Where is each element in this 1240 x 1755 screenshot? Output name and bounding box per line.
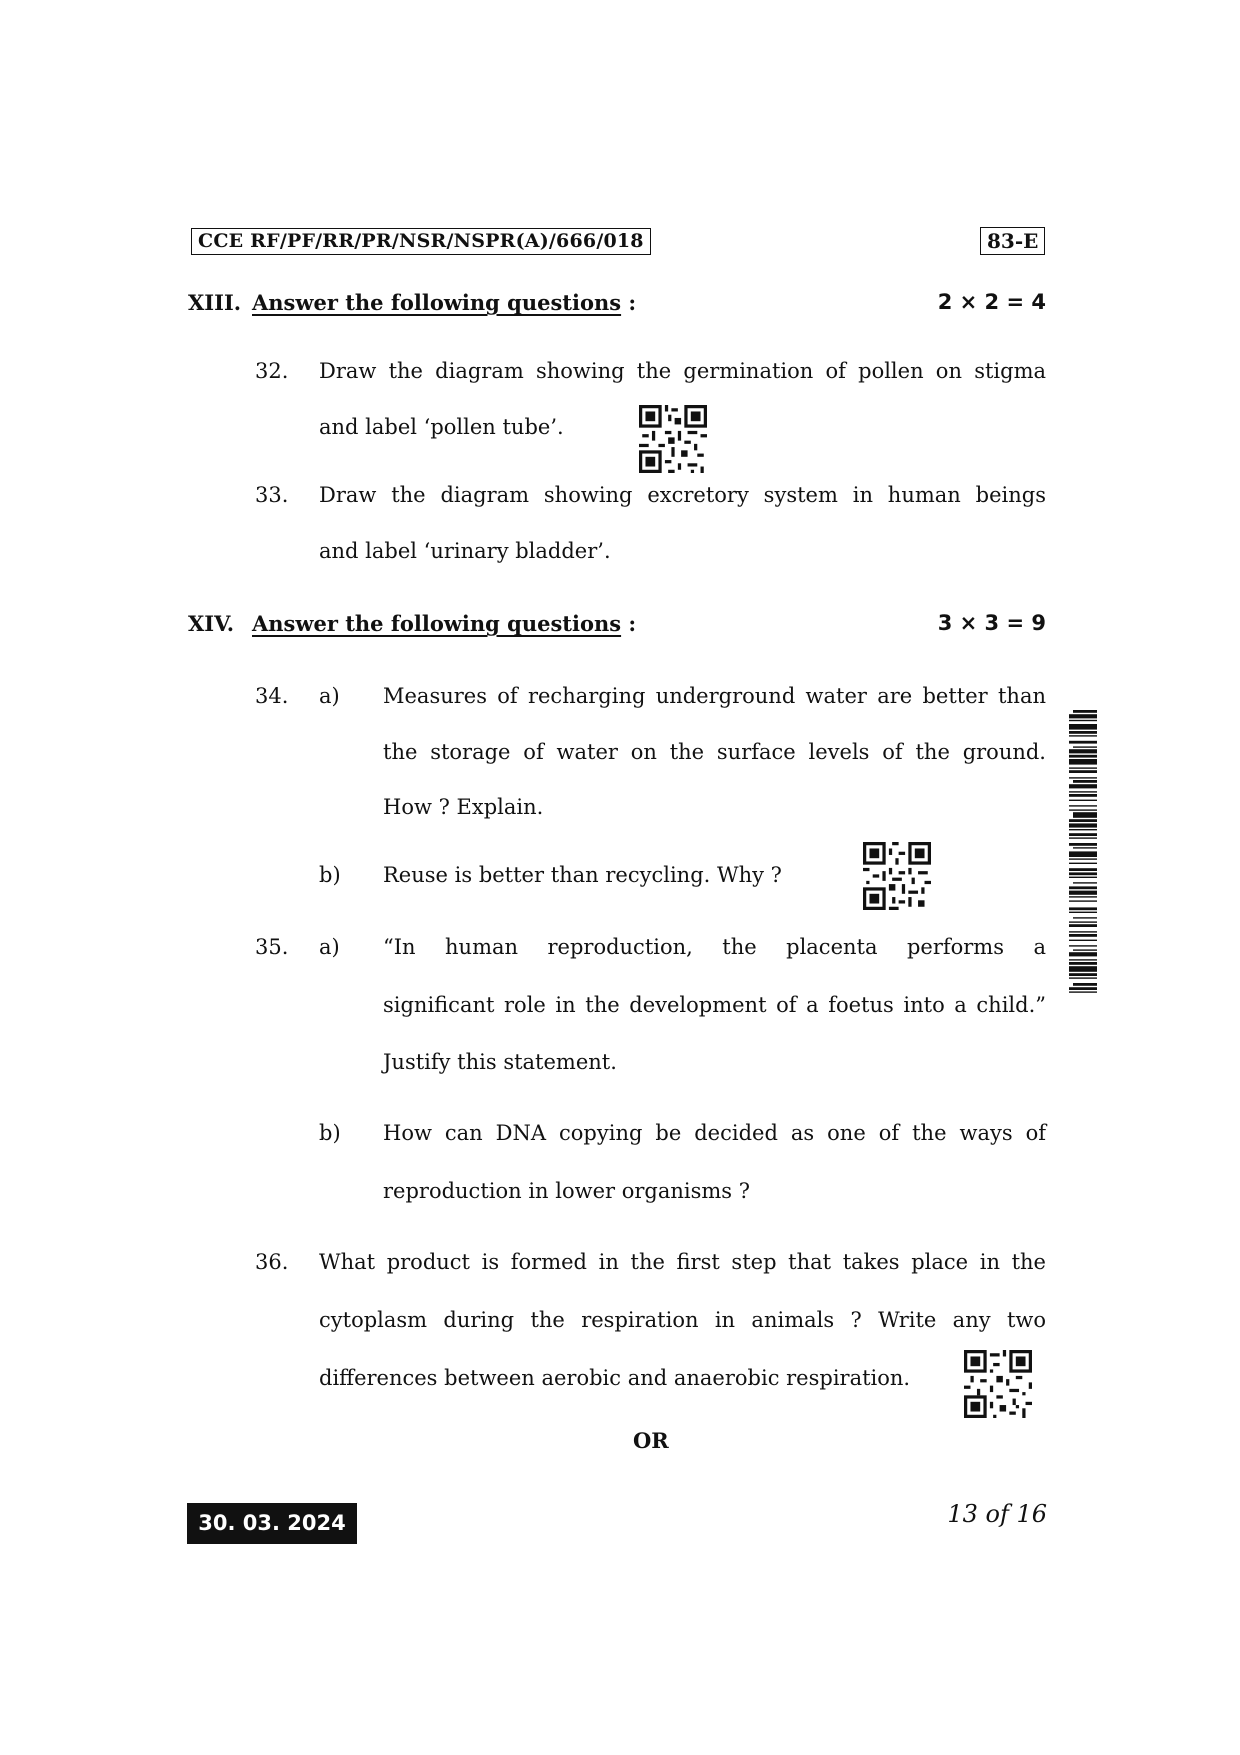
barcode-bar	[1069, 724, 1097, 730]
section-xiv-title	[252, 611, 636, 636]
barcode-bar	[1069, 714, 1097, 718]
barcode-bar	[1069, 858, 1097, 859]
barcode-bar	[1069, 945, 1097, 946]
q35a-line-3: Justify this statement.	[383, 1050, 617, 1074]
barcode-bar	[1069, 731, 1097, 734]
barcode-bar	[1069, 987, 1097, 990]
barcode-bar	[1069, 952, 1097, 956]
barcode-bar	[1069, 863, 1097, 864]
barcode-bar	[1069, 819, 1097, 822]
barcode-bar	[1069, 931, 1097, 932]
qr-code-icon	[862, 842, 932, 910]
section-xiii-colon: :	[628, 290, 637, 315]
barcode-bar	[1073, 949, 1097, 950]
section-xiii-title	[252, 290, 636, 315]
section-xiii-title-text: Answer the following questions	[252, 290, 622, 315]
barcode-bar	[1069, 843, 1097, 846]
subject-code: 83-E	[987, 229, 1039, 253]
barcode-bar	[1069, 749, 1097, 753]
barcode-bar	[1069, 784, 1097, 788]
q32-line-2: and label ‘pollen tube’.	[319, 415, 564, 439]
or-separator: OR	[633, 1428, 669, 1453]
q36-line-1: What product is formed in the first step that takes place in the	[319, 1250, 1046, 1274]
barcode-bar	[1069, 837, 1097, 838]
exam-date: 30. 03. 2024	[187, 1503, 357, 1544]
q34a-line-2: the storage of water on the surface levels of the ground.	[383, 740, 1046, 764]
barcode-bar	[1069, 720, 1097, 721]
qr-code-icon	[963, 1350, 1033, 1418]
section-xiv-title-text: Answer the following questions	[252, 611, 622, 636]
barcode-bar	[1069, 959, 1097, 960]
barcode-bar	[1069, 794, 1097, 797]
q32-number: 32.	[255, 359, 289, 383]
barcode-bar	[1069, 868, 1097, 871]
q35a-line-1: “In human reproduction, the placenta performs a	[383, 935, 1046, 959]
barcode-bar	[1069, 767, 1097, 768]
section-xiii-numeral: XIII.	[188, 290, 242, 315]
barcode-bar	[1069, 741, 1097, 744]
barcode-bar	[1069, 940, 1097, 941]
barcode-bar	[1069, 755, 1097, 758]
q34b-label: b)	[319, 863, 341, 887]
barcode-bar	[1069, 829, 1097, 830]
q36-line-3: differences between aerobic and anaerobic respiration.	[319, 1366, 911, 1390]
barcode-bar	[1073, 847, 1097, 848]
barcode-bar	[1069, 973, 1097, 976]
paper-code-box	[191, 228, 651, 255]
barcode-bar	[1069, 735, 1097, 736]
barcode-bar	[1073, 812, 1097, 818]
barcode-icon	[1069, 710, 1097, 1085]
q34a-line-1: Measures of recharging underground water are better than	[383, 684, 1046, 708]
barcode-bar	[1069, 791, 1097, 792]
barcode-bar	[1073, 746, 1097, 747]
barcode-bar	[1069, 924, 1097, 927]
q36-number: 36.	[255, 1250, 289, 1274]
q34a-line-3: How ? Explain.	[383, 795, 544, 819]
barcode-bar	[1073, 983, 1097, 986]
barcode-bar	[1073, 780, 1097, 783]
barcode-bar	[1069, 872, 1097, 875]
barcode-bar	[1069, 934, 1097, 937]
qr-code-icon	[638, 405, 708, 473]
barcode-bar	[1069, 962, 1097, 965]
q33-number: 33.	[255, 483, 289, 507]
q33-line-2: and label ‘urinary bladder’.	[319, 539, 611, 563]
q34b-line-1: Reuse is better than recycling. Why ?	[383, 863, 782, 887]
q35a-label: a)	[319, 935, 340, 959]
barcode-bar	[1069, 977, 1097, 978]
barcode-bar	[1073, 710, 1097, 713]
paper-code: CCE RF/PF/RR/PR/NSR/NSPR(A)/666/018	[198, 230, 644, 252]
barcode-bar	[1069, 886, 1097, 889]
q35-number: 35.	[255, 935, 289, 959]
subject-code-box	[980, 227, 1045, 255]
barcode-bar	[1069, 777, 1097, 778]
barcode-bar	[1069, 991, 1097, 992]
section-xiv-colon: :	[628, 611, 637, 636]
barcode-bar	[1069, 805, 1097, 806]
barcode-bar	[1069, 877, 1097, 878]
barcode-bar	[1069, 907, 1097, 910]
barcode-bar	[1069, 912, 1097, 913]
barcode-bar	[1069, 800, 1097, 801]
q34a-label: a)	[319, 684, 340, 708]
barcode-bar	[1069, 770, 1097, 773]
q33-line-1: Draw the diagram showing excretory system in human beings	[319, 483, 1046, 507]
section-xiv-numeral: XIV.	[188, 611, 235, 636]
barcode-bar	[1073, 917, 1097, 918]
q34-number: 34.	[255, 684, 289, 708]
barcode-bar	[1069, 896, 1097, 897]
q35b-line-2: reproduction in lower organisms ?	[383, 1179, 750, 1203]
barcode-bar	[1069, 809, 1097, 810]
barcode-bar	[1069, 966, 1097, 972]
q35a-line-2: significant role in the development of a foetus into a child.”	[383, 993, 1046, 1017]
barcode-bar	[1069, 900, 1097, 901]
q36-line-2: cytoplasm during the respiration in animals ? Write any two	[319, 1308, 1046, 1332]
barcode-bar	[1069, 851, 1097, 857]
barcode-bar	[1069, 891, 1097, 895]
barcode-bar	[1069, 823, 1097, 827]
barcode-bar	[1069, 833, 1097, 836]
q35b-line-1: How can DNA copying be decided as one of the ways of	[383, 1121, 1046, 1145]
barcode-bar	[1073, 882, 1097, 883]
q35b-label: b)	[319, 1121, 341, 1145]
barcode-bar	[1069, 921, 1097, 922]
page-number: 13 of 16	[947, 1500, 1047, 1528]
section-xiii-marks: 2 × 2 = 4	[937, 290, 1046, 314]
section-xiv-marks: 3 × 3 = 9	[937, 611, 1046, 635]
barcode-bar	[1069, 759, 1097, 765]
q32-line-1: Draw the diagram showing the germination of pollen on stigma	[319, 359, 1046, 383]
